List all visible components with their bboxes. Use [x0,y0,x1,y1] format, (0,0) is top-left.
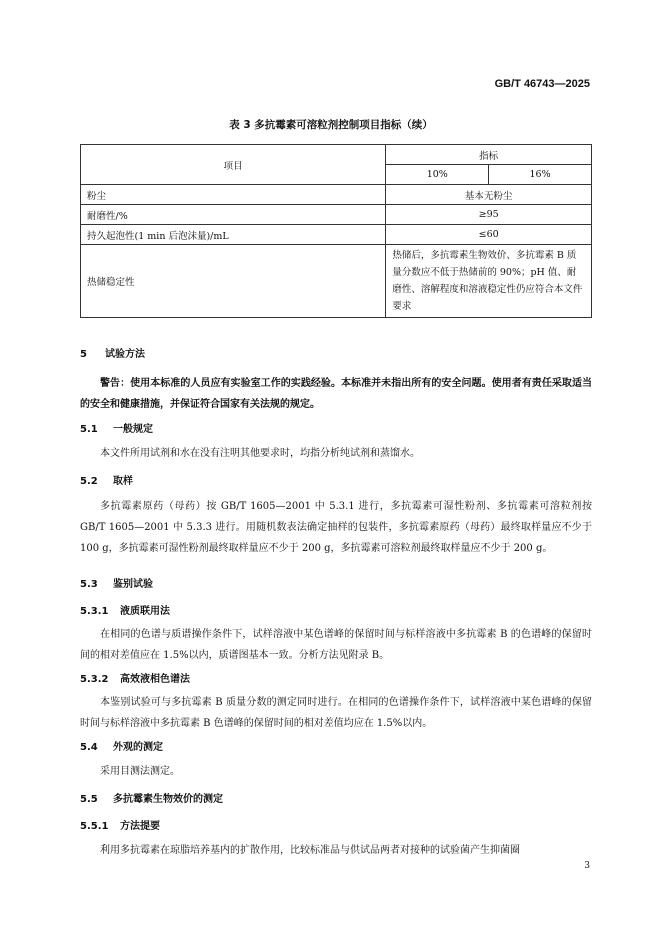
page-number: 3 [584,861,590,871]
header-10-percent: 10% [386,165,489,185]
section-number: 5.3.1 [80,606,109,617]
row-value: ≤60 [386,225,592,245]
standard-code: GB/T 46743—2025 [494,78,590,90]
section-number: 5.4 [80,742,98,753]
section-number: 5.3.2 [80,674,109,685]
section-5-3-2-text: 本鉴别试验可与多抗霉素 B 质量分数的测定同时进行。在相同的色谱操作条件下，试样溶液中某色谱峰的保留时间与标样溶液中多抗霉素 B 色谱峰的保留时间的相对差值均应在 1.5%以内。 [80,697,592,729]
section-5-4-heading [80,738,163,753]
section-5-3-2-heading [80,670,190,685]
section-number: 5.1 [80,424,98,435]
header-indicator: 指标 [386,145,592,165]
row-item: 热储稳定性 [81,245,386,318]
section-title: 取样 [113,476,133,487]
table-header-row [81,145,592,165]
section-number: 5.3 [80,579,98,590]
table-title: 表 3 多抗霉素可溶粒剂控制项目指标（续） [229,119,433,131]
section-title: 液质联用法 [120,606,170,617]
row-value: ≥95 [386,205,592,225]
section-5-5-1-text: 利用多抗霉素在琼脂培养基内的扩散作用，比较标准品与供试品两者对接种的试验菌产生抑菌圈 [100,845,520,856]
section-title: 高效液相色谱法 [120,674,190,685]
table-row [81,205,592,225]
section-5-3-1-text: 在相同的色谱与质谱操作条件下，试样溶液中某色谱峰的保留时间与标样溶液中多抗霉素 B 的色谱峰的保留时间的相对差值应在 1.5%以内，质谱图基本一致。分析方法见附录 B。 [80,629,592,661]
section-title: 方法提要 [120,821,160,832]
section-5-3-1-heading [80,602,170,617]
spec-table [80,144,592,318]
section-title: 外观的测定 [113,742,163,753]
section-title: 一般规定 [113,424,153,435]
section-number: 5.2 [80,476,98,487]
section-5-1-text: 本文件所用试剂和水在没有注明其他要求时，均指分析纯试剂和蒸馏水。 [100,448,420,459]
row-item: 耐磨性/% [81,205,386,225]
header-item: 项目 [81,145,386,185]
row-item: 持久起泡性(1 min 后泡沫量)/mL [81,225,386,245]
row-item: 粉尘 [81,185,386,205]
section-5-1-heading [80,420,153,435]
section-5-4-text: 采用目测法测定。 [100,766,180,777]
section-title: 鉴别试验 [113,579,153,590]
table-row [81,185,592,205]
table-row [81,225,592,245]
row-value: 热储后，多抗霉素生物效价、多抗霉素 B 质量分数应不低于热储前的 90%；pH 值、耐磨性、溶解程度和溶液稳定性仍应符合本文件要求 [386,245,592,318]
warning-paragraph: 警告：使用本标准的人员应有实验室工作的实践经验。本标准并未指出所有的安全问题。使用者有责任采取适当的安全和健康措施，并保证符合国家有关法规的规定。 [80,378,592,410]
header-16-percent: 16% [489,165,592,185]
section-5-2-text: 多抗霉素原药（母药）按 GB/T 1605—2001 中 5.3.1 进行，多抗霉素可湿性粉剂、多抗霉素可溶粒剂按 GB/T 1605—2001 中 5.3.3 进行。用随机数表法确定抽样的包装件，多抗霉素原药（母药）最终取样量应不少于 100 g，多抗霉素可湿性粉剂最终取样量应不少于 200 g，多抗霉素可溶粒剂最终取样量应不少于 200 g。 [80,501,592,554]
section-5-heading [80,345,145,360]
section-number: 5 [80,349,87,360]
section-number: 5.5.1 [80,821,109,832]
section-title: 试验方法 [105,349,145,360]
section-number: 5.5 [80,794,98,805]
row-value: 基本无粉尘 [386,185,592,205]
section-5-3-heading [80,575,153,590]
section-5-2-heading [80,472,133,487]
section-5-5-heading [80,790,223,805]
section-5-5-1-heading [80,817,160,832]
section-title: 多抗霉素生物效价的测定 [113,794,223,805]
table-row [81,245,592,318]
